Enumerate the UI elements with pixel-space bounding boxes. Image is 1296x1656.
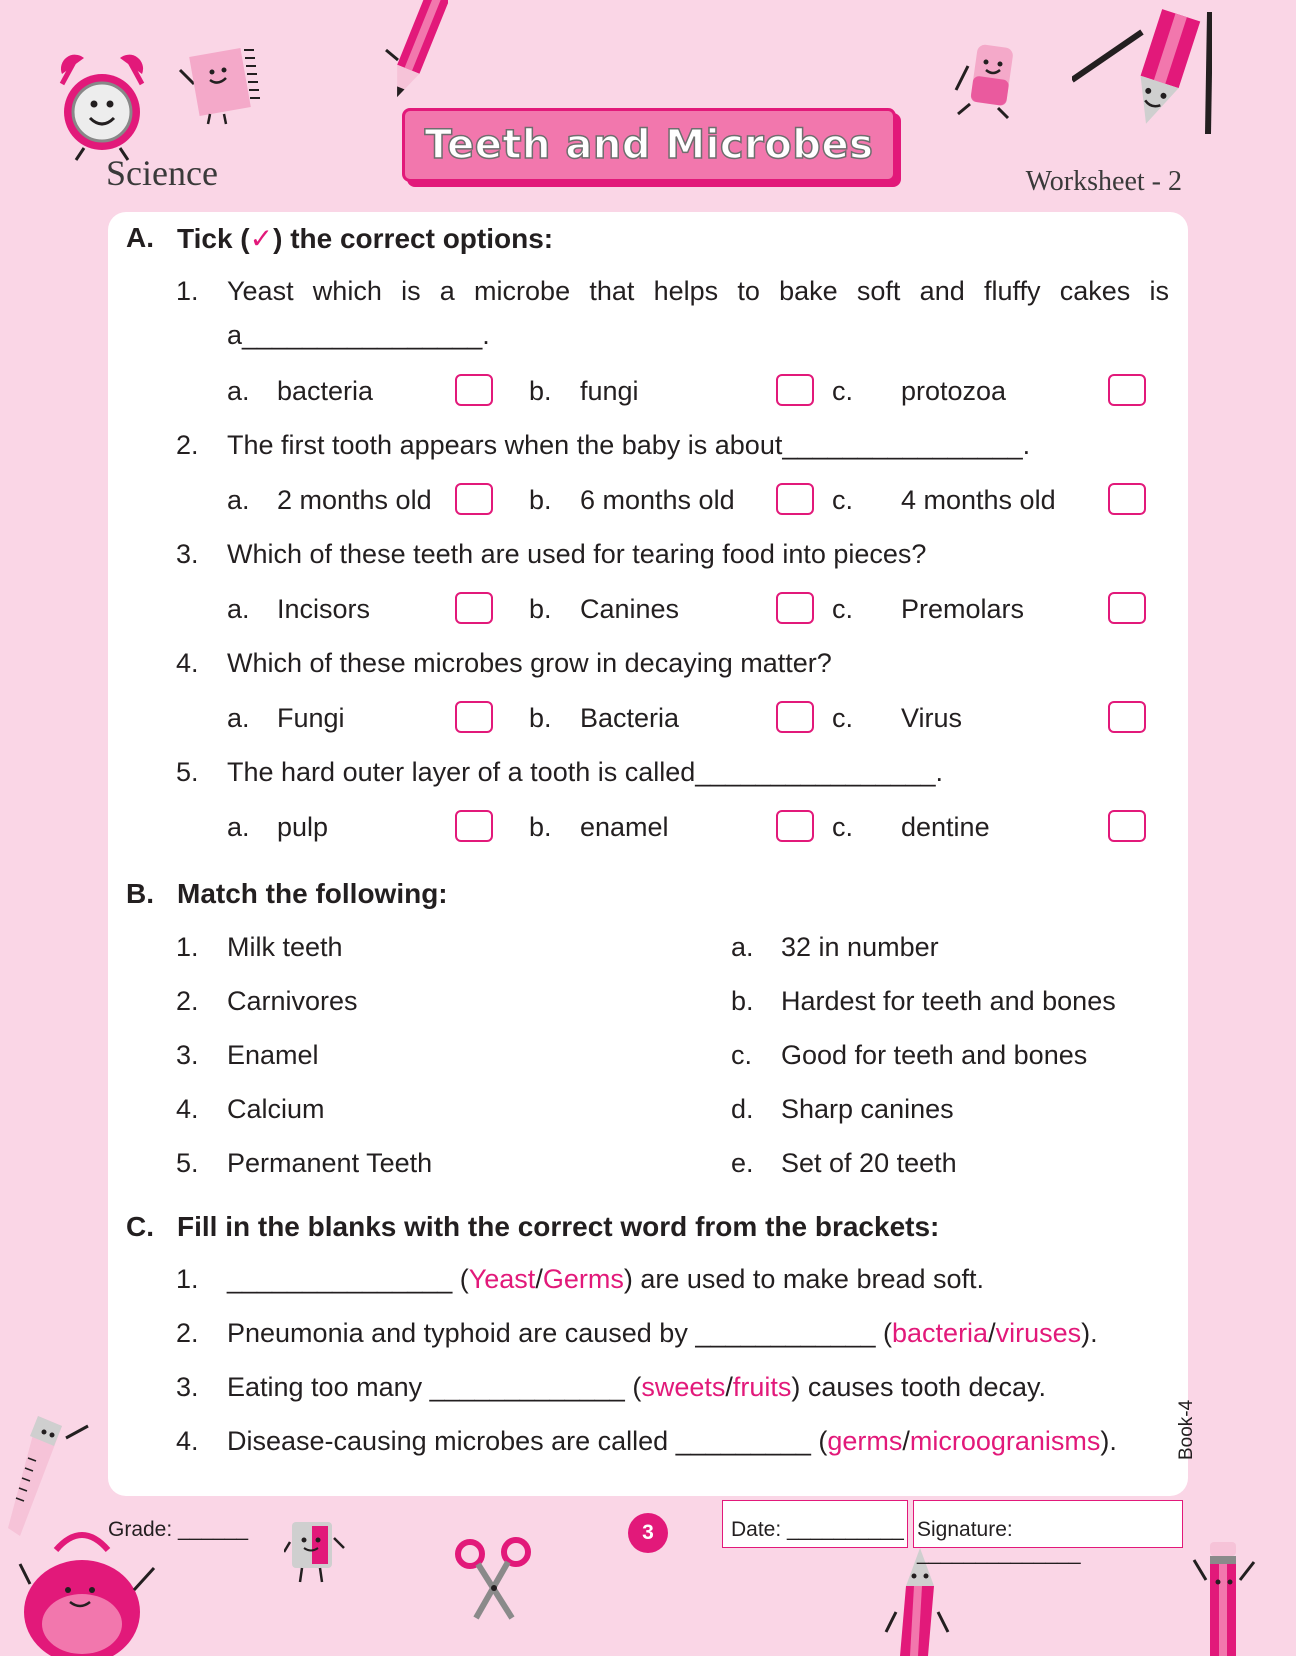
ruler-icon: [8, 1408, 94, 1538]
option-text: bacteria: [277, 376, 374, 406]
match-left-item: Permanent Teeth: [227, 1148, 433, 1178]
option-text: Premolars: [901, 594, 1025, 624]
section-b-title: Match the following:: [177, 878, 448, 909]
match-left-item: Carnivores: [227, 986, 358, 1016]
match-left-item: Calcium: [227, 1094, 325, 1124]
option-checkbox[interactable]: [776, 374, 814, 406]
book-label: Book-4: [1176, 1399, 1197, 1460]
option-letter: b.: [529, 703, 552, 733]
option-letter: b.: [529, 376, 552, 406]
eraser-icon: [948, 42, 1028, 122]
option-letter: a.: [227, 703, 250, 733]
option-text: enamel: [580, 812, 669, 842]
option-letter: a.: [227, 485, 250, 515]
option-letter: a.: [227, 594, 250, 624]
option-checkbox[interactable]: [776, 483, 814, 515]
match-right-item: Hardest for teeth and bones: [781, 986, 1116, 1016]
section-c-title: Fill in the blanks with the correct word from the brackets:: [177, 1211, 940, 1242]
bracket-option: Germs: [542, 1264, 624, 1294]
option-checkbox[interactable]: [1108, 592, 1146, 624]
match-number: 1.: [176, 932, 199, 962]
title-banner: [402, 108, 896, 182]
option-checkbox[interactable]: [776, 701, 814, 733]
scissors-icon: [454, 1536, 534, 1622]
page-title: Teeth and Microbes: [424, 122, 874, 168]
alarm-clock-icon: [54, 44, 154, 164]
section-a-letter: A.: [126, 222, 154, 253]
question-number: 4.: [176, 648, 199, 678]
option-text: Fungi: [277, 703, 345, 733]
subject-label: Science: [106, 153, 218, 193]
question-number: 2.: [176, 430, 199, 460]
bracket-option: sweets: [641, 1372, 726, 1402]
fill-sentence: _______________ (Yeast/Germs) are used to make bread soft.: [227, 1264, 985, 1294]
grade-field[interactable]: Grade: ______: [108, 1518, 249, 1541]
match-number: 3.: [176, 1040, 199, 1070]
option-checkbox[interactable]: [1108, 483, 1146, 515]
question-number: 3.: [176, 539, 199, 569]
fill-sentence: Disease-causing microbes are called _________ (germs/microogranisms).: [227, 1426, 1117, 1456]
option-text: Bacteria: [580, 703, 680, 733]
match-number: 5.: [176, 1148, 199, 1178]
section-a-title: Tick (✓) the correct options:: [177, 223, 554, 254]
option-checkbox[interactable]: [455, 810, 493, 842]
option-letter: c.: [832, 812, 854, 842]
notebook-icon: [178, 44, 264, 126]
option-checkbox[interactable]: [455, 374, 493, 406]
option-text: Canines: [580, 594, 680, 624]
match-letter: b.: [731, 986, 754, 1016]
fill-number: 2.: [176, 1318, 199, 1348]
option-letter: b.: [529, 485, 552, 515]
question-number: 1.: [176, 276, 199, 306]
match-right-item: Set of 20 teeth: [781, 1148, 957, 1178]
option-text: Virus: [901, 703, 963, 733]
match-right-item: Sharp canines: [781, 1094, 954, 1124]
match-number: 4.: [176, 1094, 199, 1124]
fill-sentence: Pneumonia and typhoid are caused by ____________ (bacteria/viruses).: [227, 1318, 1098, 1348]
question-text: Yeast which is a microbe that helps to bake soft and fluffy cakes is: [227, 276, 1169, 306]
question-number: 5.: [176, 757, 199, 787]
fill-number: 4.: [176, 1426, 199, 1456]
pencil-icon: [1190, 1540, 1260, 1656]
match-letter: e.: [731, 1148, 754, 1178]
question-text: The hard outer layer of a tooth is called________________.: [227, 757, 944, 787]
date-box[interactable]: [722, 1500, 908, 1548]
option-letter: b.: [529, 812, 552, 842]
question-text: The first tooth appears when the baby is about________________.: [227, 430, 1031, 460]
option-letter: a.: [227, 376, 250, 406]
question-text: Which of these microbes grow in decaying matter?: [227, 648, 832, 678]
question-text: Which of these teeth are used for tearing food into pieces?: [227, 539, 927, 569]
match-right-item: Good for teeth and bones: [781, 1040, 1088, 1070]
page-number: 3: [628, 1513, 668, 1553]
option-text: 4 months old: [901, 485, 1056, 515]
bracket-option: fruits: [732, 1372, 792, 1402]
question-text: a________________.: [227, 320, 490, 350]
option-text: protozoa: [901, 376, 1007, 406]
bracket-option: viruses: [995, 1318, 1082, 1348]
match-left-item: Milk teeth: [227, 932, 343, 962]
option-letter: a.: [227, 812, 250, 842]
bracket-option: bacteria: [892, 1318, 989, 1348]
section-b-letter: B.: [126, 878, 154, 909]
fill-number: 3.: [176, 1372, 199, 1402]
option-letter: b.: [529, 594, 552, 624]
option-checkbox[interactable]: [776, 810, 814, 842]
option-text: fungi: [580, 376, 639, 406]
option-checkbox[interactable]: [1108, 810, 1146, 842]
fill-number: 1.: [176, 1264, 199, 1294]
option-text: 6 months old: [580, 485, 735, 515]
option-checkbox[interactable]: [455, 592, 493, 624]
option-text: dentine: [901, 812, 990, 842]
option-text: Incisors: [277, 594, 371, 624]
option-letter: c.: [832, 376, 854, 406]
option-checkbox[interactable]: [455, 483, 493, 515]
bracket-option: germs: [827, 1426, 903, 1456]
option-text: pulp: [277, 812, 329, 842]
signature-box[interactable]: [913, 1500, 1183, 1565]
tick-icon: ✓: [249, 223, 274, 254]
match-right-item: 32 in number: [781, 932, 939, 962]
option-checkbox[interactable]: [1108, 374, 1146, 406]
fill-sentence: Eating too many _____________ (sweets/fruits) causes tooth decay.: [227, 1372, 1047, 1402]
pen-icon: [1072, 8, 1212, 138]
option-letter: c.: [832, 594, 854, 624]
option-checkbox[interactable]: [776, 592, 814, 624]
option-letter: c.: [832, 485, 854, 515]
option-letter: c.: [832, 703, 854, 733]
option-checkbox[interactable]: [1108, 701, 1146, 733]
section-c-letter: C.: [126, 1211, 154, 1242]
worksheet-label: Worksheet - 2: [1025, 166, 1182, 197]
match-left-item: Enamel: [227, 1040, 319, 1070]
match-letter: a.: [731, 932, 754, 962]
bracket-option: microogranisms: [909, 1426, 1101, 1456]
pencil-icon: [378, 0, 448, 110]
worksheet-card: [108, 212, 1188, 1496]
option-text: 2 months old: [277, 485, 432, 515]
match-letter: d.: [731, 1094, 754, 1124]
date-field: Date: __________: [731, 1518, 904, 1541]
match-number: 2.: [176, 986, 199, 1016]
bracket-option: Yeast: [468, 1264, 536, 1294]
match-letter: c.: [731, 1040, 753, 1070]
signature-field: Signature: ______________: [917, 1518, 1081, 1565]
option-checkbox[interactable]: [455, 701, 493, 733]
sharpener-icon: [284, 1518, 348, 1588]
